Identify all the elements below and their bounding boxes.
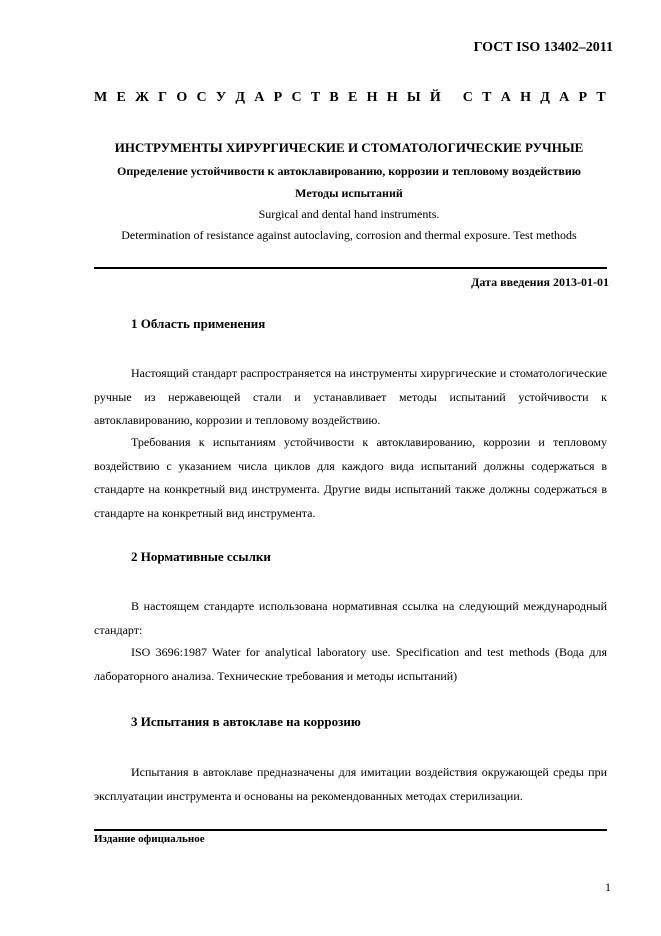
interstate-letter: Е (116, 90, 126, 105)
interstate-letter: С (462, 90, 473, 105)
page-number: 1 (605, 880, 611, 894)
interstate-letter: Г (158, 90, 168, 105)
section-2-paragraph-1: В настоящем стандарте использована нормативная ссылка на следующий международный стандарт: (94, 599, 607, 637)
document-code: ГОСТ ISO 13402–2011 (473, 40, 613, 55)
interstate-letter: Р (578, 90, 588, 105)
section-1-heading: 1 Область применения (131, 316, 266, 331)
document-methods-line: Методы испытаний (295, 186, 403, 200)
section-1-paragraph-1: Настоящий стандарт распространяется на инструменты хирургические и стоматологические ручные из нержавеющей стали и устанавливает методы испытаний устойчивости к автоклавированию, коррозии и тепловому воздействию. (94, 366, 607, 427)
interstate-letter: Т (310, 90, 321, 105)
interstate-letter: А (500, 90, 511, 105)
interstate-letter: Н (386, 90, 398, 105)
interstate-standard-banner (94, 90, 606, 106)
interstate-letter: А (559, 90, 570, 105)
interstate-letter: Н (366, 90, 378, 105)
interstate-letter: Д (235, 90, 246, 105)
official-edition-label: Издание официальное (94, 833, 205, 845)
interstate-letter: Е (348, 90, 358, 105)
interstate-letter: А (254, 90, 265, 105)
interstate-letter: Й (429, 90, 441, 105)
interstate-letter: Ы (406, 90, 421, 105)
interstate-letter: О (176, 90, 188, 105)
document-subtitle: Определение устойчивости к автоклавированию, коррозии и тепловому воздействию (117, 164, 581, 178)
interstate-letter: У (215, 90, 227, 105)
interstate-letter: Т (482, 90, 492, 105)
intro-date: Дата введения 2013-01-01 (471, 275, 609, 289)
interstate-letter: Р (273, 90, 283, 105)
interstate-letter (450, 90, 454, 106)
footer-divider (94, 829, 607, 831)
section-2-heading: 2 Нормативные ссылки (131, 549, 271, 564)
section-3-paragraph-1: Испытания в автоклаве предназначены для имитации воздействия окружающей среды при эксплуатации инструмента и основаны на рекомендованных методах стерилизации. (94, 765, 607, 803)
interstate-letter: Ж (135, 90, 149, 105)
interstate-letter: С (196, 90, 207, 105)
english-title-line-2: Determination of resistance against autoclaving, corrosion and thermal exposure. Test methods (121, 228, 577, 242)
section-3-heading: 3 Испытания в автоклаве на коррозию (131, 714, 361, 729)
interstate-letter: С (291, 90, 302, 105)
section-1-paragraph-2: Требования к испытаниям устойчивости к автоклавированию, коррозии и тепловому воздействию с указанием числа циклов для каждого вида испытаний должны содержаться в стандарте на конкретный вид инструмента. Другие виды испытаний также должны содержаться в стандарте на конкретный вид инструмента. (94, 435, 607, 520)
document-title: ИНСТРУМЕНТЫ ХИРУРГИЧЕСКИЕ И СТОМАТОЛОГИЧЕСКИЕ РУЧНЫЕ (114, 140, 584, 155)
interstate-letter: В (329, 90, 339, 105)
interstate-letter: Д (540, 90, 550, 105)
interstate-letter: Н (520, 90, 532, 105)
interstate-letter: Т (596, 90, 606, 105)
section-2-paragraph-2: ISO 3696:1987 Water for analytical laboratory use. Specification and test methods (Вода для лабораторного анализа. Технические требования и методы испытаний) (94, 645, 607, 683)
interstate-letter: М (94, 90, 108, 105)
header-divider (94, 267, 607, 269)
english-title-line-1: Surgical and dental hand instruments. (258, 207, 440, 221)
